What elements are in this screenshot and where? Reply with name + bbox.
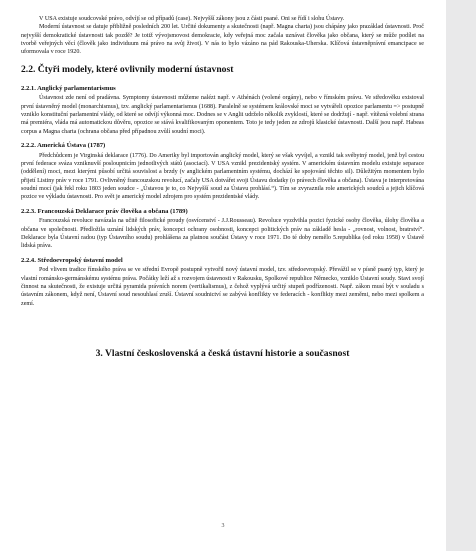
subsection-heading-2-2-3: 2.2.3. Francouzská Deklarace práv člověka a občana (1789) (21, 207, 188, 215)
subsection-heading-2-2-2: 2.2.2. Americká Ústava (1787) (21, 142, 106, 150)
page-number: 3 (221, 523, 225, 529)
section-heading-2-2: 2.2. Čtyři modely, které ovlivnily moderní ústavnost (21, 63, 234, 75)
subsection-text-2-2-2: Předchůdcem je Virginská deklarace (1776). Do Ameriky byl importován anglický model, který se však vyvíjel, a vznikl tak svébytný model, jenž byl cestou první federace sváza vzniknuvší posloupnicím jednotlivých států (asociací). V USA vznikl prezidentský systém. V americkém ústavním modelu existuje separace (oddělení) moci, mezi kterými působí určitá souvislost a brzdy (v anglickém parlamentním systému, dochází ke spojování těchto sil). Důležitým momentem bylo přijetí Listiny práv v roce 1791. Ovlivněný francouzskou revolucí, začaly USA dotvářet svoji Ústavu dodatky (o právech člověka a občana). Ústava je interpretována soudní mocí (jak řekl roku 1803 jeden soudce - „Ústavou je to, co Nejvyšší soud za Ústavu prohlásí.“). Tím se zvyraznila role amerických soudců a jejich klíčová pozice ve výkladu ústavnosti. Pro svět je americký model zdrojem pro systém prezidentské vlády. (21, 152, 424, 201)
subsection-text-2-2-3: Francouzská revoluce navázala na učitě filosofické proudy (osvícenství - J.J.Rousseau). Revoluce vyzdvihla pozici fyzické osoby člověka, úlohy člověka a občana ve společnosti. Předložila uznání lidských práv, koncepci ochrany osobnosti, koncepci politických práv na základě hesla - „rovnost, volnost, bratrství“. Deklarace byla Ústavní radou (typ Ústavního soudu) prohlášena za platnou součást Ústavy v roce 1971. Do té doby nemělo 5.republika (od roku 1958) v Ústavě lidská práva. (21, 218, 424, 250)
intro-paragraph-1: V USA existuje soudcovské právo, odvíjí se od případů (case). Nejvyšší zákony jsou z části psané. Oni se řídí i slohu Ústavy. (39, 16, 345, 22)
subsection-text-2-2-4: Pod vlivem tradice římského práva se ve střední Evropě postupně vytvořil nový ústavní model, tzv. středoevropský. Převážil se v písně psaný typ, který je vlastní románsko-germánskému systému práva. Počátky leží až s rozvojem ústavnosti v Rakousku, Spolkové republice Německo, vzniklo Ústavní soudy. Stavi svojí činnost na skutečnosti, že existuje určitá pyramida právních norem (vertikalismus), z čehož vyplývá určitý stupeň podřízenosti. Např. zákon musí být v souladu s ústavním zákonem, když není, Ústavní soud nesouhlasí zruší. Ústavní soudnictví se zabývá konflikty ve federacích - konflikty mezi zeměmi, nebo mezi spolkem a zemí. (21, 267, 424, 307)
subsection-text-2-2-1: Ústavnost zde není od pradávna. Symptomy ústavnosti můžeme nalézt např. v Athénách (volené orgány), nebo v římském právu. Ve středověku existoval první ústavněný model (monarchismus), tzv. anglický parlamentarismus (1688). Paralelně se systémem královské moci se vytvářeli opozice parlamentu => postupně vzniklo konstituční parlamentní vlády, od které se odvíjí výkonná moc. Dodnes se v Anglii udrželo několik zvyklostí, které se dodržují - např. vítězná volební strana má premiéra, vláda má automatickou důvěru, opozice se stává kvalifikovaným oponentem. Toto je tedy jeden ze zdrojů klasické ústavnosti. Další jsou např. Habeas corpus a Magna charta (ochrana občana před případnou zvůlí soudní moci). (21, 95, 424, 135)
intro-paragraph-2: Moderní ústavnost se datuje přibližně posledních 200 let. Určité dokumenty a skutečnosti (např. Magna charta) jsou chápány jako prazáklad ústavnosti. Proč nejvyšší demokratické ústavnosti tak pozdě? Je totiž vývojsmovost demokracie, kdy veřejná moc začala uznávat člověka jako občana, který se může podílet na tvorbě veřejných věcí (člověk jako individuum má právo na svůj život). V nás to bylo vázáno na pád Rakouska-Uherska. Klíčová ústavněprávní emancipace se uformovala v roce 1920. (21, 24, 424, 56)
subsection-heading-2-2-1: 2.2.1. Anglický parlamentarismus (21, 84, 116, 92)
viewer-background (446, 0, 476, 551)
chapter-heading-3: 3. Vlastní československá a česká ústavní historie a současnost (95, 347, 350, 359)
page-content (21, 15, 424, 360)
subsection-heading-2-2-4: 2.2.4. Středoevropský ústavní model (21, 256, 123, 264)
